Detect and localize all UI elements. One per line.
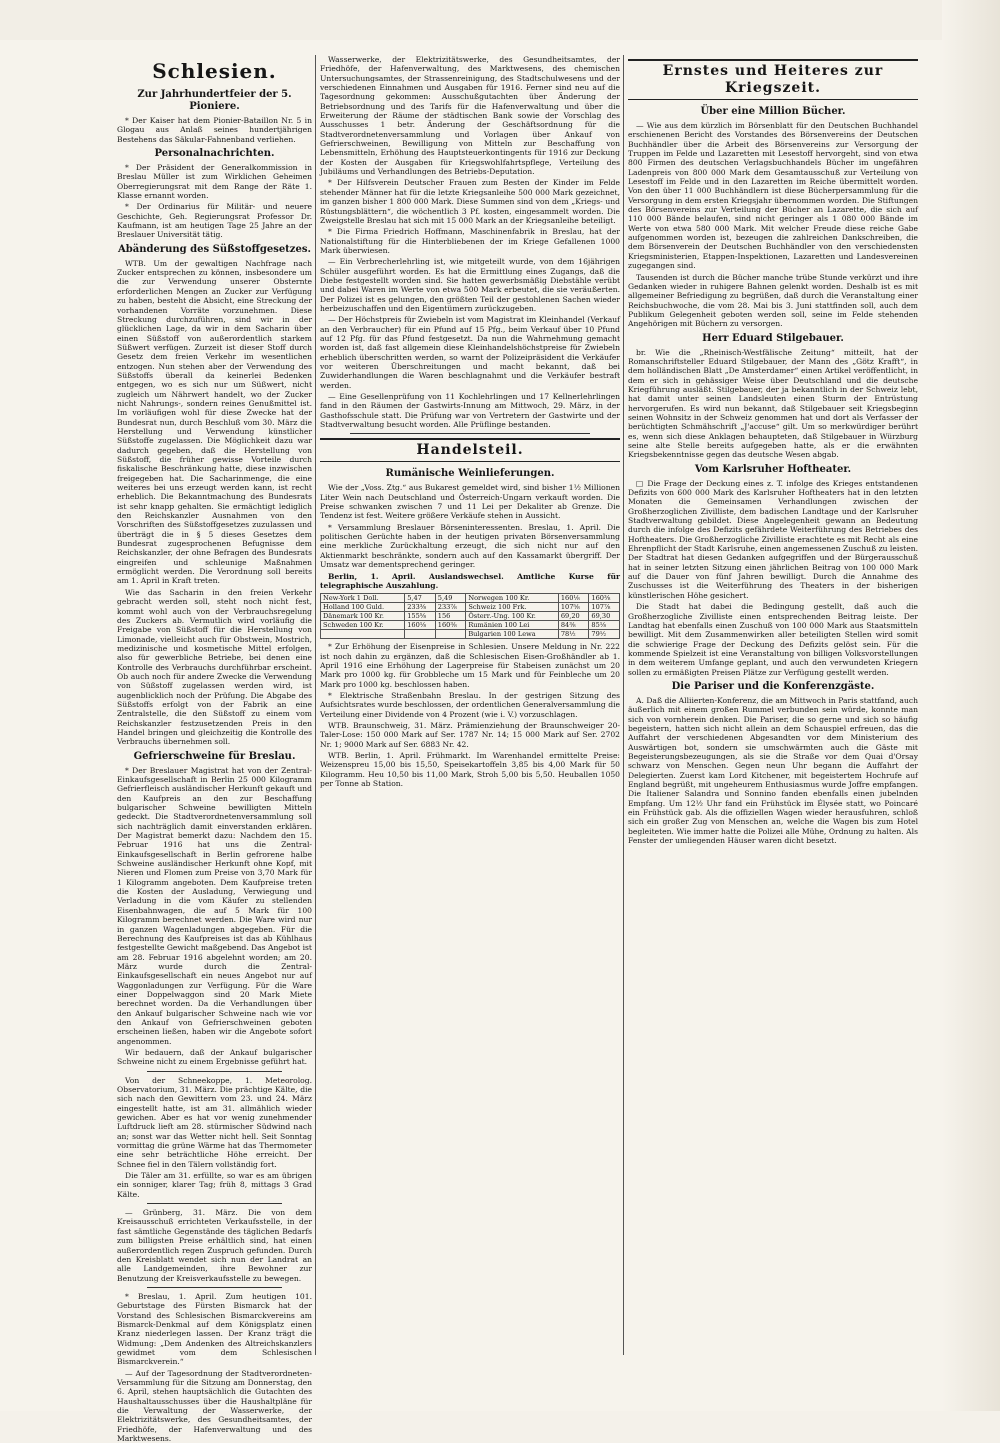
article-paragraph: Die Stadt hat dabei die Bedingung gestellt, daß auch die Großherzogliche Zivilliste einen entsprechenden Beitrag leiste. Der Landtag hat ebenfalls einen Zuschuß von 100 000 Mark aus Staatsmitteln bewilligt. Mit dem Zusammenwirken aller beteiligten Stellen wird somit die schwierige Frage der Deckung des Defizits gelöst sein. Für die kommende Spielzeit ist eine Veranstaltung von billigen Volksvorstellungen in dem weiterem Umfange geplant, und auch den verwundeten Kriegern sollen zu ermäßigten Preisen Plätze zur Verfügung gestellt werden. bbox=[628, 602, 918, 677]
table-cell: 69,20 bbox=[558, 612, 589, 621]
article-title: Abänderung des Süßstoffgesetzes. bbox=[118, 243, 311, 255]
article-paragraph: — Grünberg, 31. März. Die von dem Kreisausschuß errichteten Verkaufsstelle, in der fast sämtliche Gegenstände des täglichen Bedarfs zum billigsten Preise erhältlich sind, hat einen außerordentlich regen Zuspruch gefunden. Durch den Kreisblatt wendet sich nun der Landrat an alle Landgemeinden, ihre Bewohner zur Benutzung der Kreisverkaufsstelle zu bewegen. bbox=[117, 1208, 312, 1283]
table-cell: 107⅝ bbox=[558, 603, 589, 612]
table-cell: 233⅞ bbox=[435, 603, 466, 612]
page-right-margin bbox=[942, 0, 1000, 1411]
article-paragraph: WTB. Um der gewaltigen Nachfrage nach Zucker entsprechen zu können, insbesondere um die zur Verwendung unserer Obsternte erforderlichen Mengen an Zucker zur Verfügung zu haben, besteht die Absicht, eine Streckung der vorhandenen Vorräte vorzunehmen. Diese Streckung durchzuführen, sind wir in der glücklichen Lage, da wir in dem Sacharin über einen Süßstoff von außerordentlich starkem Süßwert verfügen. Zurzeit ist dieser Stoff durch Gesetz dem freien Verkehr im wesentlichen entzogen. Nun stehen aber der Verwendung des Süßstoffs überall da keinerlei Bedenken entgegen, wo es sich nur um Süßwert, nicht zugleich um Nährwert handelt, wo der Zucker nicht Nahrungs-, sondern reines Genußmittel ist. Im vorläufigen wohl für diese Zwecke hat der Bundesrat nun, durch Beschluß vom 30. März die Herstellung und Verwendung künstlicher Süßstoffe zugelassen. Die Möglichkeit dazu war dadurch gegeben, daß die Herstellung von Süßstoff, die früher gewisse Vorteile durch fiskalische Beschränkung hatte, diese inzwischen freigegeben hat. Die Sacharinmenge, die eine weiteres bei uns erzeugt werden kann, ist recht erheblich. Die Bekanntmachung des Bundesrats ist sehr knapp gehalten. Sie ermächtigt lediglich den Reichskanzler Ausnahmen von den Vorschriften des Süßstoffgesetzes zuzulassen und überträgt die in § 5 dieses Gesetzes dem Bundesrat zugesprochenen Befugnisse dem Reichskanzler, der ohne Befragen des Bundesrats eingreifen und schleunige Maßnahmen ermöglicht werden. Die Verordnung soll bereits am 1. April in Kraft treten. bbox=[117, 258, 312, 586]
article-paragraph: □ Die Frage der Deckung eines z. T. infolge des Krieges entstandenen Defizits von 600 000 Mark des Karlsruher Hoftheaters hat in den letzten Monaten die Gemeinsamen Verhandlungen zwischen der Großherzoglichen Zivilliste, dem badischen Landtage und der Karlsruher Stadtverwaltung gebildet. Diese Angelegenheit gewann an Bedeutung durch die infolge des Defizits gefährdete Weiterführung des Betriebes des Hoftheaters. Die Großherzogliche Zivilliste erachtete es mit Recht als eine Ehrenpflicht der Stadt Karlsruhe, einen angemessenen Zuschuß zu leisten. Der Stadtrat hat diesen Gedanken aufgegriffen und der Bürgerausschuß hat in seiner letzten Sitzung einen jährlichen Beitrag von 100 000 Mark auf die Dauer von fünf Jahren bewilligt. Durch die Annahme des Zuschusses ist die Weiterführung des Theaters in der bisherigen künstlerischen Höhe gesichert. bbox=[628, 478, 918, 600]
table-cell: New-York 1 Doll. bbox=[321, 594, 405, 603]
article-paragraph: — Eine Gesellenprüfung von 11 Kochlehrlingen und 17 Kellnerlehrlingen fand in den Räumen der Gastwirts-Innung am Mittwoch, 29. März, in der Gasthofsschule statt. Die Prüfung war von Vertretern der Gastwirte und der Stadtverwaltung besucht worden. Alle Prüflinge bestanden. bbox=[320, 392, 620, 430]
table-cell: Schweiz 100 Frk. bbox=[466, 603, 559, 612]
article-list bbox=[117, 89, 312, 1443]
article-list bbox=[320, 55, 620, 429]
article-paragraph: Wasserwerke, der Elektrizitätswerke, des Gesundheitsamtes, der Friedhöfe, der Hafenverwaltung, des Marktwesens, des chemischen Untersuchungsamtes, der Strassenreinigung, des Stadtschulwesens und der verschiedenen Einnahmen und Ausgaben für 1916. Ferner sind neu auf die Tagesordnung gekommen: Ausschußgutachten über Änderung der Betriebsordnung und des Tarifs für die Hafenverwaltung und über die Erweiterung der Räume der städtischen Bank sowie der Vorschlag des Ausschusses 1 betr. Änderung der Geschäftsordnung für die Stadtverordnetenversammlung und Vorlagen über Ankauf von Gefrierschweinen, Bewilligung von Mitteln zur Beschaffung von Lebensmitteln, Erhöhung des Hauptsteuerkontingents für 1916 zur Deckung der Kosten der Ausgaben für Kriegswohlfahrtspflege, Verteilung des Jubiläums und Verhandlungen des Betriebs-Deputation. bbox=[320, 55, 620, 177]
article-paragraph: * Versammlung Breslauer Börseninteressenten. Breslau, 1. April. Die politischen Gerüchte haben in der heutigen privaten Börsenversammlung eine merkliche Zurückhaltung erzeugt, die sich nicht nur auf den Aktienmarkt beschränkte, sondern auch auf den Kassamarkt übergriff. Der Umsatz war dementsprechend geringer. bbox=[320, 522, 620, 570]
article-paragraph: A. Daß die Alliierten-Konferenz, die am Mittwoch in Paris stattfand, auch äußerlich mit einem großen Rummel verbunden sein würde, konnte man sich von vornherein denken. Die Pariser, die so gerne und sich so häufig begeistern, hatten sich nicht allein an dem Schauspiel erfreuen, das die Auffahrt der verschiedenen Abgesandten vor dem Ministerium des Auswärtigen bot, sondern sie umschwärmten auch die Gäste mit Begeisterungsbezeugungen, als sie die Straße vor dem Quai d'Orsay schwarz von Menschen. Gegen neun Uhr begann die Auffahrt der Delegierten. Zuerst kam Lord Kitchener, mit begeistertem Hochrufe auf England begrüßt, mit ungeheurem Enthusiasmus wurde Joffre empfangen. Die Italiener Salandra und Sonnino fanden ebenfalls einen jubelnden Empfang. Um 12½ Uhr fand ein Frühstück im Élysée statt, wo Poincaré ein Frühstück gab. Als die offiziellen Wagen wieder herausfuhren, schloß sich ein großer Zug von Menschen an, welche die Wagen bis zum Hotel begleiteten. Wie immer hatte die Polizei alle Mühe, Ordnung zu halten. Als Fenster der umliegenden Häuser waren dicht besetzt. bbox=[628, 695, 918, 846]
market-title: Berlin, 1. April. Auslandswechsel. Amtliche Kurse für telegraphische Auszahlung. bbox=[320, 571, 620, 590]
article-paragraph: Wir bedauern, daß der Ankauf bulgarischer Schweine nicht zu einem Ergebnisse geführt hat. bbox=[117, 1047, 312, 1067]
column-rule bbox=[623, 55, 624, 1355]
column-rule bbox=[315, 55, 316, 1355]
article-paragraph: — Der Höchstpreis für Zwiebeln ist vom Magistrat im Kleinhandel (Verkauf an den Verbraucher) für ein Pfund auf 15 Pfg., beim Verkauf über 10 Pfund auf 12 Pfg. für das Pfund festgesetzt. Da nun die Wahrnehmung gemacht worden ist, daß fast allgemein diese Kleinhandelshöchstpreise für Zwiebeln erheblich überschritten werden, so warnt der Polizeipräsident die Verkäufer vor weiteren Überschreitungen und macht bekannt, daß bei Zuwiderhandlungen die Waren beschlagnahmt und die Verkäufer bestraft werden. bbox=[320, 315, 620, 390]
separator bbox=[147, 1203, 282, 1204]
article-paragraph: * Die Firma Friedrich Hoffmann, Maschinenfabrik in Breslau, hat der Nationalstiftung für die Hinterbliebenen der im Kriege Gefallenen 1000 Mark überwiesen. bbox=[320, 227, 620, 255]
article-paragraph: — Wie aus dem kürzlich im Börsenblatt für den Deutschen Buchhandel erschienenen Bericht des Vorstandes des Börsenvereins der Deutschen Buchhändler über die Arbeit des Börsenvereins zur Versorgung der Truppen im Felde und Lazaretten mit Lesestoff hervorgeht, sind von etwa 800 Firmen des deutschen Verlagsbuchhandels Bücher im ungefähren Ladenpreis von 800 000 Mark dem Gesamtausschuß zur Verteilung von Lesestoff im Felde und in den Lazaretten im Reiche übermittelt worden. Von den über 11 000 Buchhändlern ist diese Bücherpersammlung für die Versorgung in dem ersten Kriegsjahr übernommen worden. Die Stiftungen des Börsenvereins zur Verteilung der Bücher an Lazarette, die sich auf 110 000 Bände belaufen, sind nicht geringer als 1 080 000 Bände im Werte von etwa 580 000 Mark. Mit welcher Freude diese reiche Gabe aufgenommen worden ist, bezeugen die zahlreichen Dankschreiben, die dem Börsenverein der Deutschen Buchhändler von den verschiedensten Kriegsministerien, Etappen-Inspektionen, Lazaretten und Landesvereinen zugegangen sind. bbox=[628, 121, 918, 271]
article-paragraph: Die Täler am 31. erfüllte, so war es am übrigen ein sonniger, klarer Tag; früh 8, mittags 3 Grad Kälte. bbox=[117, 1171, 312, 1199]
table-row bbox=[321, 603, 620, 612]
article-paragraph: * Der Breslauer Magistrat hat von der Zentral-Einkaufsgesellschaft in Berlin 25 000 Kilogramm Gefrierfleisch ausländischer Herkunft gekauft und den Kaufpreis an den zur Beschaffung bulgarischer Schweine bewilligten Mitteln gedeckt. Die Stadtverordnetenversammlung soll sich nachträglich damit einverstanden erklären. Der Magistrat bemerkt dazu: Nachdem den 15. Februar 1916 hat uns die Zentral-Einkaufsgesellschaft in Berlin gefrorene halbe Schweine ausländischer Herkunft ohne Kopf, mit Nieren und Flomen zum Preise von 3,70 Mark für 1 Kilogramm angeboten. Dem Kaufpreise treten die Kosten der Ausladung, Verwiegung und Verladung in die vom Käufer zu stellenden Eisenbahnwagen, die auf 5 Mark für 100 Kilogramm berechnet werden. Die Ware wird nur in ganzen Wagenladungen abgegeben. Für die Berechnung des Kaufpreises ist das ab Kühlhaus festgestellte Gewicht maßgebend. Das Angebot ist am 28. Februar 1916 abgelehnt worden; am 20. März wurde durch die Zentral-Einkaufsgesellschaft ein neues Angebot nur auf Waggonladungen zur Verfügung. Für die Ware einer Doppelwaggon sind 20 Mark Miete berechnet worden. Da die Verhandlungen über den Ankauf bulgarischer Schweine nach wie vor den Ankauf von Gefrierschweinen geboten erscheinen ließen, haben wir die Angebote sofort angenommen. bbox=[117, 765, 312, 1046]
separator bbox=[147, 1287, 282, 1288]
table-cell: 155⅝ bbox=[405, 612, 436, 621]
table-cell: Österr.-Ung. 100 Kr. bbox=[466, 612, 559, 621]
table-cell: 233⅜ bbox=[405, 603, 436, 612]
table-cell: 78½ bbox=[558, 630, 589, 639]
article-paragraph: Tausenden ist durch die Bücher manche trübe Stunde verkürzt und ihre Gedanken wieder in ruhigere Bahnen gelenkt worden. Deshalb ist es mit allgemeiner Befriedigung zu begrüßen, daß durch die Veranstaltung einer Reichsbuchwoche, die vom 28. Mai bis 3. Juni stattfinden soll, auch dem Publikum Gelegenheit geboten werden soll, seine im Felde stehenden Angehörigen mit Büchern zu versorgen. bbox=[628, 272, 918, 329]
page-top-margin bbox=[0, 0, 1000, 40]
table-cell: Schweden 100 Kr. bbox=[321, 621, 405, 630]
table-cell: 107⅞ bbox=[589, 603, 620, 612]
table-cell: Bulgarien 100 Lewa bbox=[466, 630, 559, 639]
table-cell: 160⅜ bbox=[435, 621, 466, 630]
article-paragraph: br. Wie die „Rheinisch-Westfälische Zeitung“ mitteilt, hat der Romanschriftsteller Eduard Stilgebauer, der Mann des „Götz Krafft“, in dem holländischen Blatt „De Amsterdamer“ einen Artikel veröffentlicht, in dem er sich in gehässiger Weise über Deutschland und die deutsche Kriegführung ausläßt. Stilgebauer, der ja bekanntlich in der Schweiz lebt, hat damit unter seinen Landsleuten einen Sturm der Entrüstung hervorgerufen. Es wird nun bekannt, daß Stilgebauer seit Kriegsbeginn seinen Wohnsitz in der Schweiz genommen hat und dort als Verfasser der berüchtigten Schmähschrift „J'accuse“ gilt. Um so merkwürdiger berührt es, wenn sich diese Anklagen behaupteten, daß Stilgebauer in Würzburg seine alte Stelle bereits aufgegeben hatte, als er die erwähnten Kriegsbekenntnisse gegen das deutsche Wesen abgab. bbox=[628, 347, 918, 460]
article-title: Personalnachrichten. bbox=[154, 148, 275, 160]
article-paragraph: * Breslau, 1. April. Zum heutigen 101. Geburtstage des Fürsten Bismarck hat der Vorstand des Schlesischen Bismarckvereins am Bismarck-Denkmal auf dem Königsplatz einen Kranz niederlegen lassen. Der Kranz trägt die Widmung: „Dem Andenken des Altreichskanzlers gewidmet vom dem Schlesischen Bismarckverein.“ bbox=[117, 1291, 312, 1367]
article-list bbox=[320, 483, 620, 569]
article-paragraph: Wie das Sacharin in den freien Verkehr gebracht werden soll, steht noch nicht fest, kommt wohl auch von der Verbrauchsregelung des Zuckers ab. Vermutlich wird vorläufig die Freigabe von Süßstoff für die Herstellung von Limonade, vielleicht auch für Obstwein, Mostrich, medizinische und kosmetische Mittel erfolgen, also für gewerbliche Betriebe, bei denen eine Kontrolle des Verbrauchs durchführbar erscheint. Ob auch noch für andere Zwecke die Verwendung von Süßstoff zugelassen werden wird, ist augenblicklich noch der Prüfung. Die Abgabe des Süßstoffs erfolgt von der Fabrik an eine Zentralstelle, die den Süßstoff zu einem vom Reichskanzler festzusetzenden Preis in den Handel bringen und gleichzeitig die Kontrolle des Verbrauchs übernehmen soll. bbox=[117, 587, 312, 747]
article-title: Herr Eduard Stilgebauer. bbox=[702, 332, 844, 344]
table-cell: 5,49 bbox=[435, 594, 466, 603]
table-row bbox=[321, 621, 620, 630]
table-cell bbox=[321, 630, 405, 639]
table-cell: Norwegen 100 Kr. bbox=[466, 594, 559, 603]
table-cell: 160⅜ bbox=[589, 594, 620, 603]
table-cell: 160⅛ bbox=[558, 594, 589, 603]
article-paragraph: Von der Schneekoppe, 1. Meteorolog. Observatorium, 31. März. Die prächtige Kälte, die sich nach den Gewittern vom 23. und 24. März eingestellt hatte, ist am 31. allmählich wieder gewichen. Aber es hat vor wenig zunehmender Luftdruck lieft am 28. stürmischer Südwind nach an; sonst war das Wetter nicht hell. Seit Sonntag vormittag die grüne Wärme hat das Thermometer eine sehr beträchtliche Höhe erreicht. Der Schnee fiel in den Tälern vollständig fort. bbox=[117, 1075, 312, 1169]
article-list bbox=[320, 642, 620, 788]
separator bbox=[350, 433, 590, 434]
article-list bbox=[628, 106, 918, 845]
table-cell: 156 bbox=[435, 612, 466, 621]
article-paragraph: * Zur Erhöhung der Eisenpreise in Schlesien. Unsere Meldung in Nr. 222 ist noch dahin zu ergänzen, daß die Schlesischen Eisen-Großhändler ab 1. April 1916 eine Erhöhung der Lagerpreise für Stabeisen zunächst um 20 Mark pro 1000 kg. für Grobbleche um 15 Mark und für Feinbleche um 20 Mark pro 1000 kg. beschlossen haben. bbox=[320, 642, 620, 689]
article-title: Zur Jahrhundertfeier der 5. Pioniere. bbox=[137, 89, 292, 112]
separator bbox=[147, 1071, 282, 1072]
article-paragraph: WTB. Braunschweig, 31. März. Prämienziehung der Braunschweiger 20-Taler-Lose: 150 000 Mark auf Ser. 1787 Nr. 14; 15 000 Mark auf Ser. 2702 Nr. 1; 9000 Mark auf Ser. 6883 Nr. 42. bbox=[320, 720, 620, 749]
article-paragraph: * Der Ordinarius für Militär- und neuere Geschichte, Geh. Regierungsrat Professor Dr. Kaufmann, ist am heutigen Tage 25 Jahre an der Breslauer Universität tätig. bbox=[117, 202, 312, 240]
article-paragraph: * Der Präsident der Generalkommission in Breslau Müller ist zum Wirklichen Geheimen Oberregierungsrat mit dem Range der Räte 1. Klasse ernannt worden. bbox=[117, 163, 312, 201]
article-title: Vom Karlsruher Hoftheater. bbox=[694, 463, 852, 475]
column-middle bbox=[320, 55, 620, 1355]
table-cell bbox=[435, 630, 466, 639]
article-paragraph: WTB. Berlin, 1. April. Frühmarkt. Im Warenhandel ermittelte Preise: Weizenspreu 15,00 bis 15,50, Speisekartoffeln 3,85 bis 4,00 Mark für 50 Kilogramm. Heu 10,50 bis 11,00 Mark, Stroh 5,00 bis 5,50. Heuballen 1050 per Tonne ab Station. bbox=[320, 750, 620, 788]
article-paragraph: — Auf der Tagesordnung der Stadtverordneten-Versammlung für die Sitzung am Donnerstag, den 6. April, stehen hauptsächlich die Gutachten des Haushaltausschusses über die Haushaltpläne für die Verwaltung der Wasserwerke, der Elektrizitätswerke, des Gesundheitsamtes, der Friedhöfe, der Hafenverwaltung und des Marktwesens. bbox=[117, 1368, 312, 1443]
article-paragraph: * Der Hilfsverein Deutscher Frauen zum Besten der Kinder im Felde stehender Männer hat für die letzte Kriegsanleihe 500 000 Mark gezeichnet, im ganzen bisher 1 800 000 Mark. Diese Summen sind von dem „Kriegs- und Rüstungsblättern“, die wöchentlich 3 Pf. kosten, eingesammelt worden. Die Zweigstelle Breslau hat sich mit 15 000 Mark an der Kriegsanleihe beteiligt. bbox=[320, 178, 620, 225]
article-paragraph: Wie der „Voss. Ztg.“ aus Bukarest gemeldet wird, sind bisher 1½ Millionen Liter Wein nach Deutschland und Österreich-Ungarn verkauft worden. Die Preise schwanken zwischen 7 und 11 Lei per Dekaliter ab Grenze. Die Tendenz ist fest. Weitere größere Verkäufe stehen in Aussicht. bbox=[320, 483, 620, 521]
table-cell: Holland 100 Guld. bbox=[321, 603, 405, 612]
column-schlesien bbox=[117, 55, 312, 1443]
article-title: Gefrierschweine für Breslau. bbox=[133, 750, 296, 762]
article-paragraph: * Elektrische Straßenbahn Breslau. In der gestrigen Sitzung des Aufsichtsrates wurde beschlossen, der ordentlichen Generalversammlung die Verteilung einer Dividende von 4 Prozent (wie i. V.) vorzuschlagen. bbox=[320, 690, 620, 719]
section-heading: Ernstes und Heiteres zur Kriegszeit. bbox=[628, 59, 918, 100]
table-cell: 79½ bbox=[589, 630, 620, 639]
table-cell: 5,47 bbox=[405, 594, 436, 603]
article-paragraph: * Der Kaiser hat dem Pionier-Bataillon Nr. 5 in Glogau aus Anlaß seines hundertjährigen Bestehens das Säkular-Fahnenband verliehen. bbox=[117, 116, 312, 144]
section-heading: Schlesien. bbox=[152, 59, 277, 83]
table-cell: 84⅜ bbox=[558, 621, 589, 630]
table-cell: 160⅛ bbox=[405, 621, 436, 630]
article-title: Rumänische Weinlieferungen. bbox=[385, 468, 555, 480]
article-paragraph: — Ein Verbrecherlehrling ist, wie mitgeteilt wurde, von dem 16jährigen Schüler ausgeführt worden. Es hat die Ermittlung eines Zugangs, daß die Diebe festgestellt worden sind. Sie hatten gewerbsmäßig Diebstähle verübt und dabei Waren im Werte von etwa 500 Mark erbeutet, die sie veräußerten. Der Polizei ist es gelungen, den größten Teil der gestohlenen Sachen wieder herbeizuschaffen und den Eigentümern zurückzugeben. bbox=[320, 257, 620, 313]
table-cell bbox=[405, 630, 436, 639]
table-cell: Dänemark 100 Kr. bbox=[321, 612, 405, 621]
table-row bbox=[321, 612, 620, 621]
article-title: Über eine Million Bücher. bbox=[700, 106, 846, 117]
column-ernstes-heiteres bbox=[628, 55, 918, 1355]
article-title: Die Pariser und die Konferenzgäste. bbox=[671, 680, 875, 692]
table-row bbox=[321, 630, 620, 639]
table-cell: 69,30 bbox=[589, 612, 620, 621]
table-row bbox=[321, 594, 620, 603]
table-cell: 85⅛ bbox=[589, 621, 620, 630]
exchange-table bbox=[320, 593, 620, 639]
handelsteil-heading: Handelsteil. bbox=[320, 438, 620, 462]
table-cell: Rumänien 100 Lei bbox=[466, 621, 559, 630]
